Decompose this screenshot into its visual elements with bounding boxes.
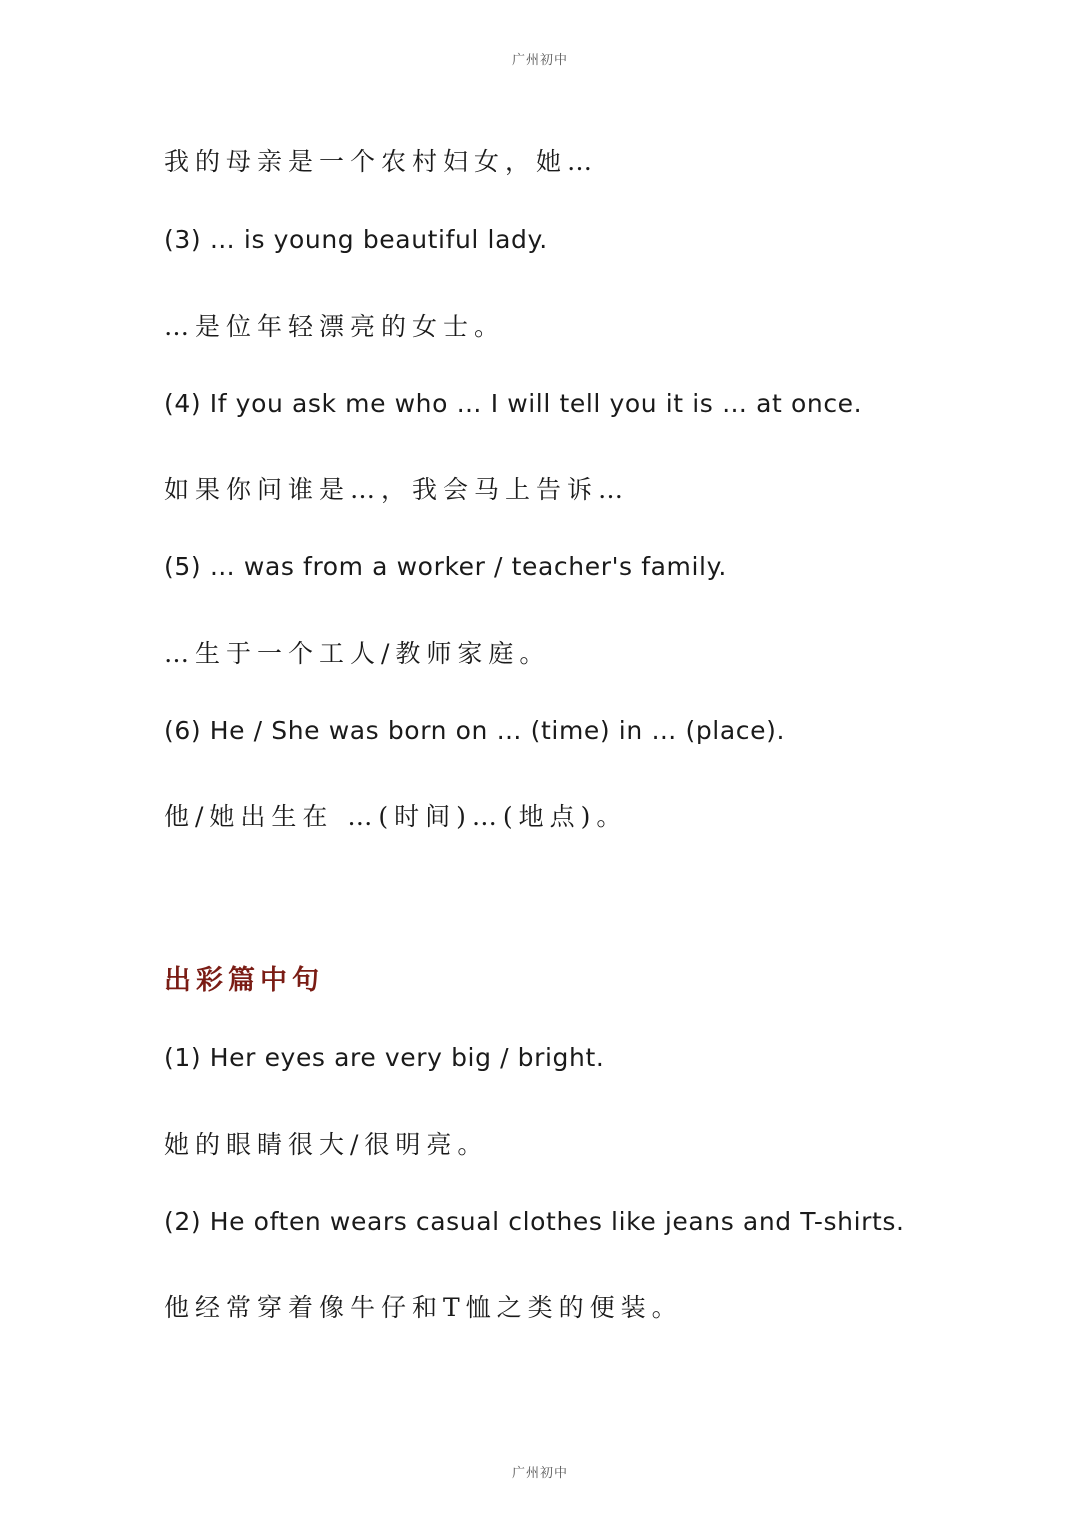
chinese-sentence-section-1: 她的眼睛很大/很明亮。 [164, 1130, 489, 1159]
chinese-sentence-section-2: 他经常穿着像牛仔和T恤之类的便装。 [164, 1293, 683, 1322]
section-heading: 出彩篇中句 [164, 965, 324, 996]
english-sentence-3: (3) … is young beautiful lady. [164, 225, 548, 254]
english-sentence-section-2: (2) He often wears casual clothes like jeans and T-shirts. [164, 1207, 905, 1236]
chinese-sentence-4: 如果你问谁是…，我会马上告诉… [164, 475, 630, 504]
chinese-sentence-3: …是位年轻漂亮的女士。 [164, 312, 506, 341]
english-sentence-4: (4) If you ask me who … I will tell you it is … at once. [164, 389, 863, 418]
chinese-sentence-mother: 我的母亲是一个农村妇女，她… [164, 147, 599, 176]
page-footer: 广州初中 [511, 1466, 568, 1481]
page-header: 广州初中 [511, 53, 568, 68]
chinese-sentence-5: …生于一个工人/教师家庭。 [164, 639, 551, 668]
english-sentence-section-1: (1) Her eyes are very big / bright. [164, 1043, 605, 1072]
english-sentence-5: (5) … was from a worker / teacher's family. [164, 552, 727, 581]
chinese-sentence-6: 他/她出生在 …(时间)…(地点)。 [164, 802, 628, 831]
english-sentence-6: (6) He / She was born on … (time) in … (place). [164, 716, 785, 745]
